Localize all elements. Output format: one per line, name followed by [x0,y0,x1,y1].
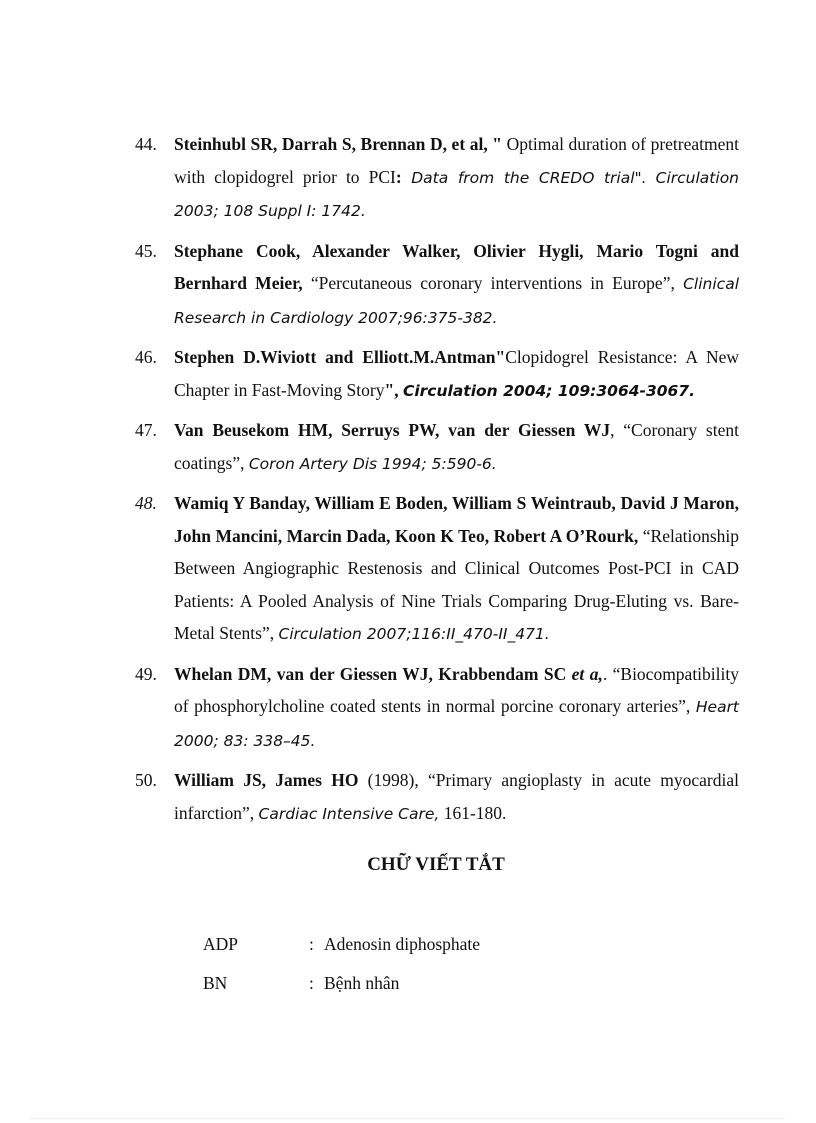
reference-item [135,235,739,335]
reference-title: . “Biocompatibility of phosphorylcholine coated stents in normal porcine coronary arteries”, [174,663,739,716]
page-bottom-rule [30,1118,786,1119]
reference-item [135,764,739,830]
abbreviations-heading: CHỮ VIẾT TẮT [367,854,505,875]
reference-end: . [544,625,550,643]
reference-number: 50. [135,770,157,790]
reference-source: Clinical Research in Cardiology 2007;96:375-382 [174,275,740,327]
reference-title: Optimal duration of pretreatment with clopidogrel prior to PCI [174,134,739,187]
reference-authors: Van Beusekom HM, Serruys PW, van der Giessen WJ [174,420,611,440]
abbreviation-term: ADP [203,934,239,954]
reference-number: 47. [135,420,157,440]
reference-source: Circulation 2004; 109:3064-3067. [402,381,695,400]
reference-title: , “Coronary stent coatings”, [174,420,739,473]
reference-authors: Stephane Cook, Alexander Walker, Olivier Hygli, Mario Togni and Bernhard Meier, [174,240,739,293]
abbreviation-definition: Bệnh nhân [324,973,400,993]
reference-et-al: et a, [571,663,603,684]
reference-source: Circulation 2003; 108 Suppl I: 1742 [174,168,739,220]
reference-authors-close: ", [384,379,403,400]
reference-source: Heart 2000; 83: 338–45. [174,698,740,750]
reference-title: “Relationship Between Angiographic Restenosis and Clinical Outcomes Post-PCI in CAD Patients: A Pooled Analysis of Nine Trials Comparing Drug-Eluting vs. Bare-Metal Stents”, [174,525,739,643]
reference-subtitle: Data from the CREDO trial". [401,168,647,187]
reference-item [135,341,739,407]
reference-item [135,414,739,480]
reference-source: Coron Artery Dis 1994; 5:590-6. [248,454,497,473]
reference-number: 49. [135,663,157,684]
reference-authors: Whelan DM, van der Giessen WJ, Krabbendam SC [174,663,572,684]
reference-end: 161-180. [439,802,507,823]
reference-authors: Stephen D.Wiviott and Elliott.M.Antman" [174,347,506,367]
abbreviation-definition: Adenosin diphosphate [324,934,481,954]
reference-number: 44. [135,134,157,154]
reference-end: . [492,308,498,327]
reference-number: 48. [135,493,157,513]
abbreviation-separator: : [309,973,314,993]
abbreviation-separator: : [309,934,314,954]
reference-end: . [360,202,366,220]
abbreviation-term: BN [203,973,228,993]
reference-list [135,128,739,837]
reference-source: Circulation 2007;116:II_470-II_471 [278,625,545,643]
reference-item [135,487,739,651]
reference-title: Clopidogrel Resistance: A New Chapter in Fast-Moving Story [174,347,739,400]
reference-authors: Steinhubl SR, Darrah S, Brennan D, et al, " [174,134,503,154]
reference-title: (1998), “Primary angioplasty in acute myocardial infarction”, [174,770,739,823]
reference-authors: Wamiq Y Banday, William E Boden, William S Weintraub, David J Maron, John Mancini, Marcin Dada, Koon K Teo, Robert A O’Rourk, [174,493,739,546]
reference-colon: : [395,166,402,187]
reference-authors: William JS, James HO [174,770,359,790]
reference-number: 45. [135,240,157,261]
reference-number: 46. [135,347,157,367]
reference-title: “Percutaneous coronary interventions in Europe”, [302,273,675,293]
reference-item [135,658,739,758]
reference-source: Cardiac Intensive Care, [258,804,440,823]
reference-item [135,128,739,228]
